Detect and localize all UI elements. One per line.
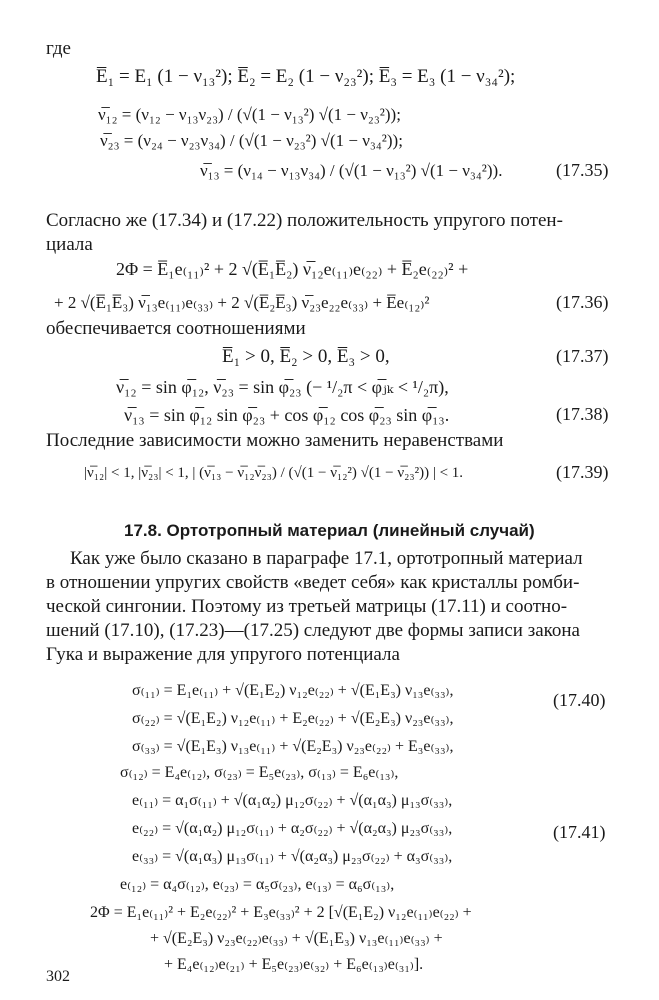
equation-hooke-strain: e₍₃₃₎ = √(α₁α₃) μ₁₃σ₍₁₁₎ + √(α₂α₃) μ₂₃σ₍₂₂₎ + α₃σ₍₃₃₎, [132, 848, 453, 865]
equation-number-17-38: (17.38) [556, 404, 609, 424]
equation-elastic-potential: + E₄e₍₁₂₎e₍₂₁₎ + E₅e₍₂₃₎e₍₃₂₎ + E₆e₍₁₃₎e₍₃₁₎]. [164, 956, 424, 973]
equation-hooke-strain: e₍₁₂₎ = α₄σ₍₁₂₎, e₍₂₃₎ = α₅σ₍₂₃₎, e₍₁₃₎ = α₆σ₍₁₃₎, [120, 876, 395, 893]
equation-abs-inequalities: |ν̅₁₂| < 1, |ν̅₂₃| < 1, | (ν̅₁₃ − ν̅₁₂ν̅₂₃) / (√(1 − ν̅₁₂²) √(1 − ν̅₂₃²)) | < 1. [84, 465, 464, 481]
equation-nu13: ν̅₁₃ = (ν₁₄ − ν₁₃ν₃₄) / (√(1 − ν₁₃²) √(1 − ν₃₄²)). [200, 161, 503, 180]
equation-nu12: ν̅₁₂ = (ν₁₂ − ν₁₃ν₂₃) / (√(1 − ν₁₃²) √(1 − ν₂₃²)); [98, 105, 401, 124]
equation-number-17-40: (17.40) [553, 690, 606, 710]
equation-sin-relations: ν̅₁₃ = sin φ̅₁₂ sin φ̅₂₃ + cos φ̅₁₂ cos φ̅₂₃ sin φ̅₁₃. [124, 405, 450, 425]
equation-hooke-stress: σ₍₁₁₎ = E₁e₍₁₁₎ + √(E₁E₂) ν₁₂e₍₂₂₎ + √(E₁E₃) ν₁₃e₍₃₃₎, [132, 682, 454, 699]
equation-number-17-35: (17.35) [556, 160, 609, 180]
equation-sin-relations: ν̅₁₂ = sin φ̅₁₂, ν̅₂₃ = sin φ̅₂₃ (− ¹/₂π < φ̅ⱼₖ < ¹/₂π), [116, 377, 449, 397]
equation-elastic-potential: 2Φ = E₁e₍₁₁₎² + E₂e₍₂₂₎² + E₃e₍₃₃₎² + 2 [√(E₁E₂) ν₁₂e₍₁₁₎e₍₂₂₎ + [90, 904, 472, 921]
paragraph-line: шений (17.10), (17.23)—(17.25) следуют две формы записи закона [46, 620, 580, 641]
equation-number-17-41: (17.41) [553, 822, 606, 842]
equation-number-17-37: (17.37) [556, 346, 609, 366]
section-heading: 17.8. Ортотропный материал (линейный случай) [124, 521, 535, 540]
equation-number-17-36: (17.36) [556, 292, 609, 312]
paragraph-line: Последние зависимости можно заменить неравенствами [46, 430, 504, 451]
equation-inequalities: E̅₁ > 0, E̅₂ > 0, E̅₃ > 0, [222, 346, 390, 367]
equation-e-bar: E̅₁ = E₁ (1 − ν₁₃²); E̅₂ = E₂ (1 − ν₂₃²); E̅₃ = E₃ (1 − ν₃₄²); [96, 66, 516, 87]
equation-hooke-strain: e₍₂₂₎ = √(α₁α₂) μ₁₂σ₍₁₁₎ + α₂σ₍₂₂₎ + √(α₂α₃) μ₂₃σ₍₃₃₎, [132, 820, 453, 837]
equation-potential-line: 2Φ = E̅₁e₍₁₁₎² + 2 √(E̅₁E̅₂) ν̅₁₂e₍₁₁₎e₍₂₂₎ + E̅₂e₍₂₂₎² + [116, 259, 469, 279]
equation-hooke-stress: σ₍₃₃₎ = √(E₁E₃) ν₁₃e₍₁₁₎ + √(E₂E₃) ν₂₃e₍₂₂₎ + E₃e₍₃₃₎, [132, 738, 454, 755]
equation-elastic-potential: + √(E₂E₃) ν₂₃e₍₂₂₎e₍₃₃₎ + √(E₁E₃) ν₁₃e₍₁₁₎e₍₃₃₎ + [150, 930, 443, 947]
paragraph-line: в отношении упругих свойств «ведет себя» как кристаллы ромби- [46, 572, 580, 593]
paragraph-line: циала [46, 234, 93, 255]
paragraph-line: Как уже было сказано в параграфе 17.1, ортотропный материал [70, 548, 583, 569]
equation-hooke-stress: σ₍₂₂₎ = √(E₁E₂) ν₁₂e₍₁₁₎ + E₂e₍₂₂₎ + √(E₂E₃) ν₂₃e₍₃₃₎, [132, 710, 454, 727]
equation-hooke-stress: σ₍₁₂₎ = E₄e₍₁₂₎, σ₍₂₃₎ = E₅e₍₂₃₎, σ₍₁₃₎ = E₆e₍₁₃₎, [120, 764, 399, 781]
paragraph-line: ческой сингонии. Поэтому из третьей матрицы (17.11) и соотно- [46, 596, 568, 617]
intro-word: где [46, 38, 71, 59]
paragraph-line: обеспечивается соотношениями [46, 318, 306, 339]
paragraph-line: Гука и выражение для упругого потенциала [46, 644, 400, 665]
paragraph-line: Согласно же (17.34) и (17.22) положительность упругого потен- [46, 210, 563, 231]
equation-hooke-strain: e₍₁₁₎ = α₁σ₍₁₁₎ + √(α₁α₂) μ₁₂σ₍₂₂₎ + √(α₁α₃) μ₁₃σ₍₃₃₎, [132, 792, 453, 809]
equation-nu23: ν̅₂₃ = (ν₂₄ − ν₂₃ν₃₄) / (√(1 − ν₂₃²) √(1 − ν₃₄²)); [100, 131, 403, 150]
page-number: 302 [46, 968, 70, 985]
equation-number-17-39: (17.39) [556, 462, 609, 482]
equation-potential-line: + 2 √(E̅₁E̅₃) ν̅₁₃e₍₁₁₎e₍₃₃₎ + 2 √(E̅₂E̅₃) ν̅₂₃e₂₂e₍₃₃₎ + E̅e₍₁₂₎² [54, 293, 430, 312]
